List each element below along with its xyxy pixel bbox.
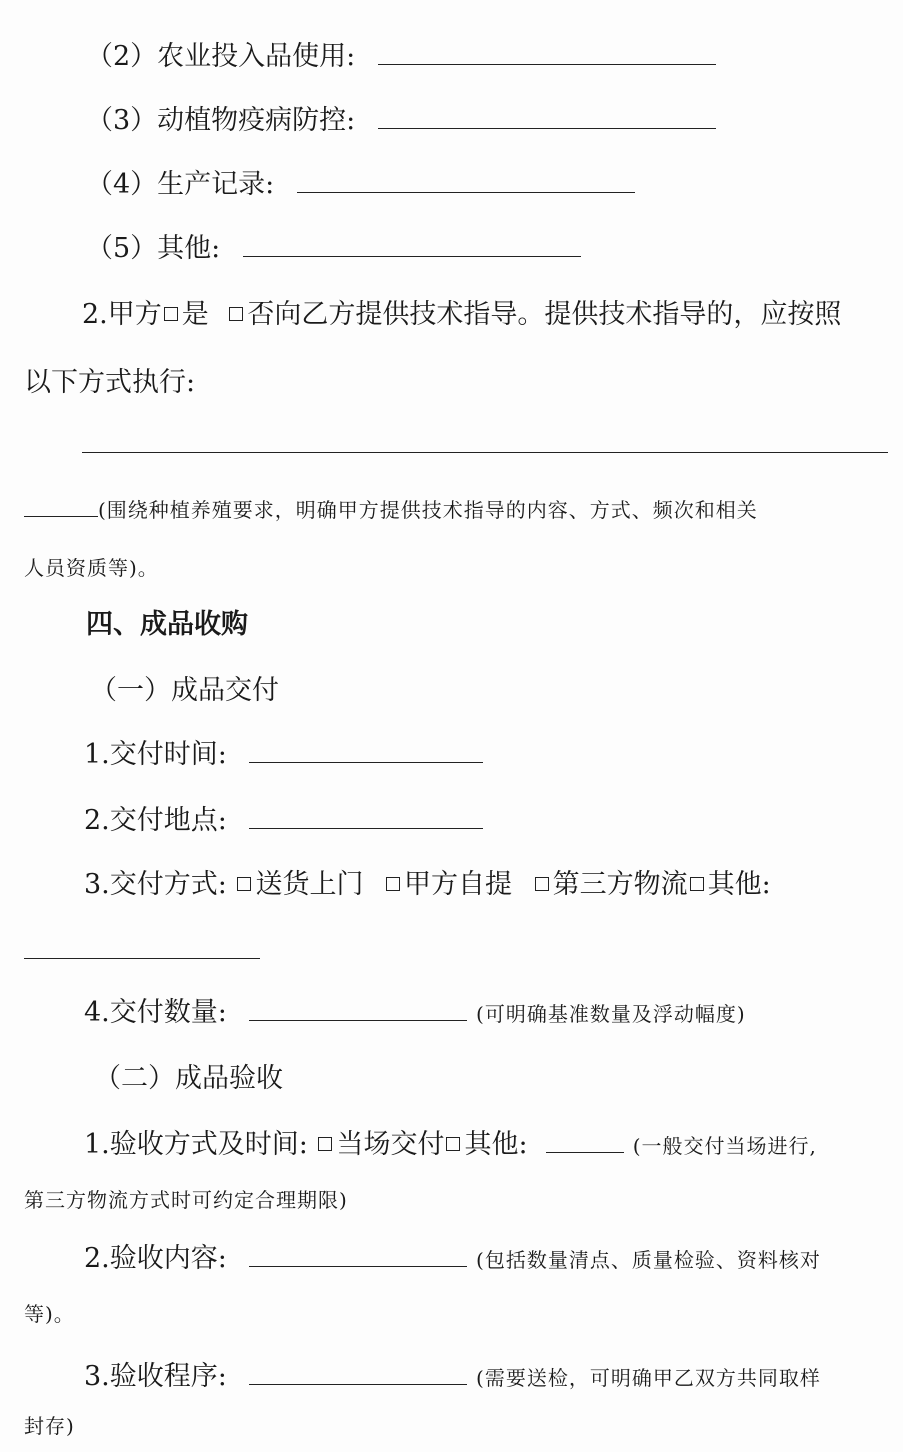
blank-field[interactable]: [297, 170, 635, 193]
blank-field[interactable]: [24, 498, 98, 517]
acceptance-method: [84, 1122, 817, 1161]
field-label: 3.验收程序:: [84, 1361, 227, 1392]
option-label: 其他:: [464, 1129, 528, 1160]
item-disease-control: [86, 98, 716, 137]
acceptance-procedure: [84, 1354, 821, 1393]
guidance-line2: 以下方式执行:: [24, 367, 196, 398]
field-note: (可明确基准数量及浮动幅度): [476, 1002, 746, 1026]
checkbox-on-site[interactable]: [318, 1137, 332, 1151]
blank-field[interactable]: [249, 1362, 467, 1385]
checkbox-door-delivery[interactable]: [237, 877, 251, 891]
subsection-title: （一）成品交付: [90, 675, 279, 706]
item-label: （3）动植物疫病防控:: [86, 105, 356, 136]
item-label: （2）农业投入品使用:: [86, 41, 356, 72]
note-text: (围绕种植养殖要求，明确甲方提供技术指导的内容、方式、频次和相关: [98, 498, 758, 522]
delivery-time: [84, 732, 483, 771]
guidance-prefix: 2.甲方: [82, 299, 162, 330]
field-note: (一般交付当场进行,: [632, 1134, 817, 1158]
checkbox-other[interactable]: [446, 1137, 460, 1151]
guidance-note: [24, 494, 758, 523]
option-yes-label: 是: [181, 299, 209, 330]
blank-field[interactable]: [249, 998, 467, 1021]
guidance-line: [82, 292, 841, 331]
option-label: 送货上门: [255, 869, 364, 900]
acceptance-method-note: 第三方物流方式时可约定合理期限): [24, 1188, 348, 1212]
delivery-other-blank[interactable]: [24, 958, 260, 959]
field-label: 4.交付数量:: [84, 997, 227, 1028]
section-title: 四、成品收购: [86, 609, 248, 640]
item-label: （5）其他:: [86, 233, 221, 264]
item-other: [86, 226, 581, 265]
checkbox-third-party[interactable]: [535, 877, 549, 891]
blank-field[interactable]: [249, 1244, 467, 1267]
field-note: (包括数量清点、质量检验、资料核对: [476, 1248, 821, 1272]
field-label: 3.交付方式:: [84, 869, 227, 900]
field-note: (需要送检，可明确甲乙双方共同取样: [476, 1366, 821, 1390]
blank-field[interactable]: [249, 740, 483, 763]
field-label: 2.验收内容:: [84, 1243, 227, 1274]
item-production-record: [86, 162, 635, 201]
item-agri-input: [86, 34, 716, 73]
blank-field[interactable]: [249, 806, 483, 829]
acceptance-content: [84, 1236, 821, 1275]
checkbox-yes[interactable]: [164, 307, 178, 321]
blank-field[interactable]: [243, 234, 581, 257]
delivery-method: [84, 862, 771, 901]
delivery-place: [84, 798, 483, 837]
option-label: 其他:: [707, 869, 771, 900]
acceptance-procedure-note: 封存): [24, 1414, 75, 1438]
guidance-blank[interactable]: [82, 452, 888, 453]
checkbox-no[interactable]: [229, 307, 243, 321]
option-label: 当场交付: [336, 1129, 445, 1160]
acceptance-content-note: 等)。: [24, 1302, 75, 1326]
field-label: 2.交付地点:: [84, 805, 227, 836]
checkbox-self-pickup[interactable]: [386, 877, 400, 891]
checkbox-other[interactable]: [690, 877, 704, 891]
delivery-qty: [84, 990, 746, 1029]
guidance-note2: 人员资质等)。: [24, 556, 159, 580]
field-label: 1.交付时间:: [84, 739, 227, 770]
option-label: 第三方物流: [552, 869, 688, 900]
option-no-label: 否向乙方提供技术指导。提供技术指导的，应按照: [247, 299, 842, 330]
blank-field[interactable]: [378, 42, 716, 65]
blank-field[interactable]: [546, 1130, 624, 1153]
blank-field[interactable]: [378, 106, 716, 129]
option-label: 甲方自提: [404, 869, 513, 900]
field-label: 1.验收方式及时间:: [84, 1129, 308, 1160]
item-label: （4）生产记录:: [86, 169, 275, 200]
subsection-title: （二）成品验收: [94, 1063, 283, 1094]
